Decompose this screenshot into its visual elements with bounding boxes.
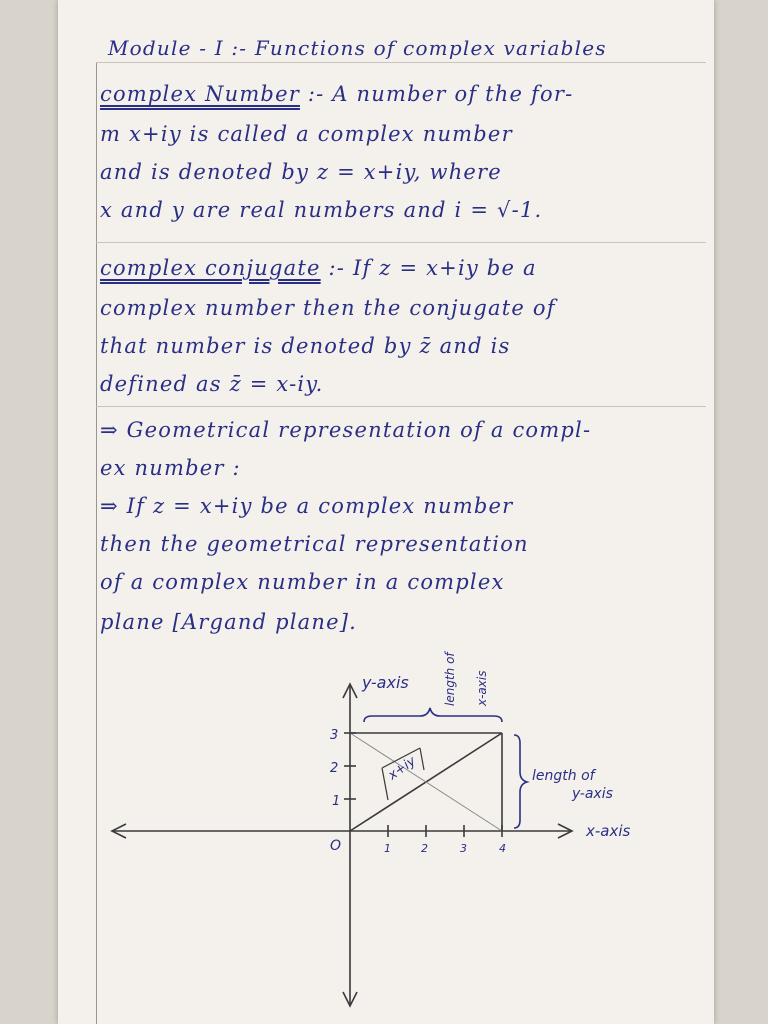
complex-number-line-3: and is denoted by z = x+iy, where: [100, 160, 502, 184]
x-tick-3: 3: [460, 842, 467, 855]
x-length-brace: [364, 708, 502, 722]
conjugate-text-1: :- If z = x+iy be a: [328, 256, 537, 280]
y-tick-3: 3: [330, 728, 339, 743]
complex-conjugate-heading: complex conjugate: [100, 256, 321, 280]
conjugate-line-3: that number is denoted by z̄ and is: [100, 334, 511, 358]
y-axis-label: y-axis: [362, 673, 409, 692]
y-length-brace: [514, 735, 527, 828]
conjugate-line-2: complex number then the conjugate of: [100, 296, 556, 320]
x-tick-1: 1: [384, 842, 391, 855]
y-tick-2: 2: [330, 761, 339, 776]
y-tick-1: 1: [332, 794, 341, 809]
conjugate-line-4: defined as z̄ = x-iy.: [100, 372, 324, 396]
geometrical-line-4: then the geometrical representation: [100, 532, 529, 556]
length-of-x-axis-label-2: x-axis: [475, 670, 489, 706]
x-tick-2: 2: [421, 842, 428, 855]
page-title: Module - I :- Functions of complex variables: [108, 36, 607, 60]
length-of-y-axis-label-2: y-axis: [572, 786, 613, 802]
geometrical-line-5: of a complex number in a complex: [100, 570, 505, 594]
complex-number-line-2: m x+iy is called a complex number: [100, 122, 513, 146]
length-of-x-axis-label-1: length of: [443, 652, 457, 706]
complex-number-text-1: :- A number of the for-: [307, 82, 574, 106]
x-axis-label: x-axis: [586, 822, 631, 840]
geometrical-line-2: ex number :: [100, 456, 241, 480]
x-tick-4: 4: [499, 842, 506, 855]
geometrical-line-6: plane [Argand plane].: [100, 610, 358, 634]
complex-number-heading: complex Number: [100, 82, 300, 106]
geometrical-line-3: ⇒ If z = x+iy be a complex number: [100, 494, 514, 518]
geometrical-line-1: ⇒ Geometrical representation of a compl-: [100, 418, 592, 442]
origin-label: O: [330, 838, 342, 854]
complex-number-line-4: x and y are real numbers and i = √-1.: [100, 198, 543, 222]
length-of-y-axis-label-1: length of: [532, 768, 595, 784]
point-label: x+iy: [385, 753, 419, 784]
